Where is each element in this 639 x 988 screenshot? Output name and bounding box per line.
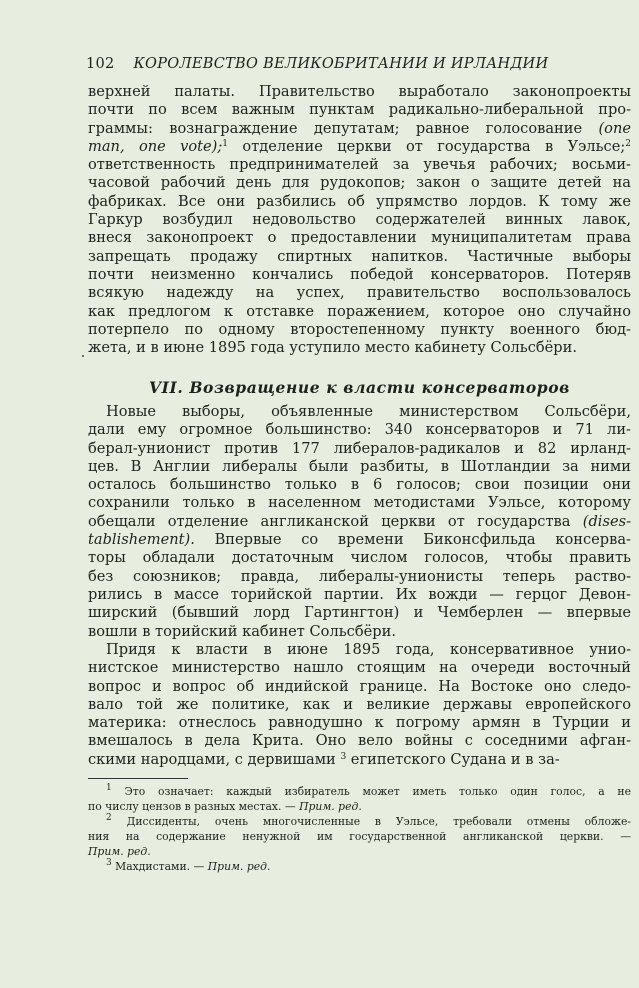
- text-run: Махдистами. —: [111, 860, 208, 873]
- text-run: ния на содержание ненужной им государственной англиканской церкви. —: [88, 830, 631, 843]
- running-title: КОРОЛЕВСТВО ВЕЛИКОБРИТАНИИ И ИРЛАНДИИ: [133, 56, 549, 72]
- text-run: цев. В Англии либералы были разбиты, в Шотландии за ними: [88, 457, 631, 475]
- scan-speck: [82, 355, 84, 357]
- text-line: [88, 549, 631, 567]
- text-run: обещали отделение англиканской церкви от государства: [88, 512, 583, 530]
- text-run: вопрос и вопрос об индийской границе. На Востоке оно следо-: [88, 677, 631, 695]
- text-line: [88, 248, 631, 266]
- running-header: [86, 56, 632, 72]
- footnote-ref: 2: [625, 138, 631, 149]
- footnote-line: [88, 859, 631, 874]
- text-run: всякую надежду на успех, правительство воспользовалось: [88, 284, 631, 302]
- text-line: [88, 641, 631, 659]
- text-line: [88, 440, 631, 458]
- paragraph-1: [88, 83, 631, 357]
- footnote-line: [88, 799, 631, 814]
- text-run: ответственность предпринимателей за увечья рабочих; восьми-: [88, 156, 631, 174]
- text-run: Придя к власти в июне 1895 года, консервативное унио-: [106, 641, 631, 658]
- text-run: отделение церкви от государства в Уэльсе;: [228, 137, 626, 155]
- text-run: вошли в торийский кабинет Сольсбёри.: [88, 622, 396, 640]
- paragraph-3: [88, 641, 631, 769]
- text-run: торы обладали достаточным числом голосов, чтобы править: [88, 549, 631, 567]
- paragraph-2: [88, 403, 631, 641]
- text-line: [88, 494, 631, 512]
- text-run: Гаркур возбудил недовольство содержателей винных лавок,: [88, 211, 631, 229]
- text-run: man, one vote);: [88, 137, 223, 155]
- text-run: рились в массе торийской партии. Их вожди — герцог Девон-: [88, 585, 631, 603]
- text-line: [88, 303, 631, 321]
- text-run: жета, и в июне 1895 года уступило место кабинету Сольсбёри.: [88, 339, 578, 357]
- text-run: вмешалось в дела Крита. Оно вело войны с соседними афган-: [88, 732, 631, 750]
- text-run: потерпело по одному второстепенному пункту военного бюд-: [88, 320, 631, 338]
- text-run: берал-унионист против 177 либералов-радикалов и 82 ирланд-: [88, 439, 631, 457]
- text-line: [88, 120, 631, 138]
- text-run: дали ему огромное большинство: 340 консерваторов и 71 ли-: [88, 421, 631, 439]
- text-run: верхней палаты. Правительство выработало законопроекты: [88, 83, 631, 100]
- text-line: [88, 83, 631, 101]
- text-line: [88, 101, 631, 119]
- text-line: [88, 321, 631, 339]
- text-line: [88, 586, 631, 604]
- text-line: [88, 531, 631, 549]
- text-run: Прим. ред.: [207, 860, 271, 873]
- text-run: фабриках. Все они разбились об упрямство лордов. К тому же: [88, 192, 631, 210]
- text-line: [88, 568, 631, 586]
- text-line: [88, 229, 631, 247]
- section-heading: VII. Возвращение к власти консерваторов: [149, 378, 570, 397]
- text-line: [88, 732, 631, 750]
- footnotes: [88, 784, 631, 874]
- text-run: материка: отнеслось равнодушно к погрому армян в Турции и: [88, 714, 631, 732]
- text-line: [88, 751, 631, 769]
- text-line: [88, 714, 631, 732]
- text-line: [88, 696, 631, 714]
- text-line: [88, 604, 631, 622]
- text-line: [88, 266, 631, 284]
- text-run: сохранили только в населенном методистами Уэльсе, которому: [88, 494, 631, 512]
- text-line: [88, 659, 631, 677]
- text-run: как предлогом к отставке поражением, которое оно случайно: [88, 302, 631, 320]
- text-run: Впервые со времени Биконсфильда консерва-: [194, 531, 631, 549]
- text-run: Прим. ред.: [88, 845, 151, 858]
- text-run: Прим. ред.: [299, 800, 362, 813]
- text-run: нистское министерство нашло стоящим на очереди восточный: [88, 659, 631, 677]
- text-run: почти неизменно кончались победой консерваторов. Потеряв: [88, 265, 631, 283]
- text-line: [88, 156, 631, 174]
- text-line: [88, 174, 631, 192]
- text-run: Это означает: каждый избиратель может иметь только один голос, а не: [111, 785, 631, 798]
- text-run: по числу цензов в разных местах. —: [88, 800, 300, 813]
- text-line: [88, 421, 631, 439]
- text-run: граммы: вознаграждение депутатам; равное голосование: [88, 119, 599, 137]
- text-run: без союзников; правда, либералы-унионисты теперь раство-: [88, 567, 631, 585]
- footnote-ref: 1: [222, 138, 229, 149]
- footnote-ref: 3: [340, 751, 347, 762]
- text-line: [88, 623, 631, 641]
- text-line: [88, 211, 631, 229]
- text-line: [88, 138, 631, 156]
- text-line: [88, 339, 631, 357]
- text-run: запрещать продажу спиртных напитков. Частичные выборы: [88, 247, 631, 265]
- text-run: (one: [598, 119, 631, 137]
- text-run: египетского Судана и в за-: [346, 750, 560, 768]
- text-run: осталось большинство только в 6 голосов; свои позиции они: [88, 476, 631, 494]
- text-run: Диссиденты, очень многочисленные в Уэльсе, требовали отмены обложе-: [111, 815, 631, 828]
- text-run: Новые выборы, объявленные министерством Сольсбёри,: [106, 403, 631, 420]
- text-line: [88, 476, 631, 494]
- text-line: [88, 193, 631, 211]
- text-run: вало той же политике, как и великие державы европейского: [88, 695, 631, 713]
- text-line: [88, 458, 631, 476]
- text-line: [88, 403, 631, 421]
- text-run: (dises-: [582, 512, 631, 530]
- footnote-divider: [88, 778, 188, 779]
- footnote-ref: 2: [106, 813, 112, 823]
- text-run: скими народцами, с дервишами: [88, 750, 341, 768]
- text-line: [88, 678, 631, 696]
- page-number: 102: [86, 56, 115, 72]
- footnote-line: [88, 784, 631, 799]
- text-line: [88, 513, 631, 531]
- footnote-ref: 1: [106, 783, 112, 793]
- text-run: ширский (бывший лорд Гартингтон) и Чемберлен — впервые: [88, 604, 631, 622]
- footnote-line: [88, 829, 631, 844]
- text-run: внеся законопроект о предоставлении муниципалитетам права: [88, 229, 631, 247]
- footnote-line: [88, 844, 631, 859]
- footnote-ref: 3: [106, 858, 112, 868]
- text-run: часовой рабочий день для рудокопов; закон о защите детей на: [88, 174, 631, 192]
- text-run: почти по всем важным пунктам радикально-либеральной про-: [88, 101, 631, 119]
- text-line: [88, 284, 631, 302]
- text-run: tablishement).: [88, 531, 195, 549]
- footnote-line: [88, 814, 631, 829]
